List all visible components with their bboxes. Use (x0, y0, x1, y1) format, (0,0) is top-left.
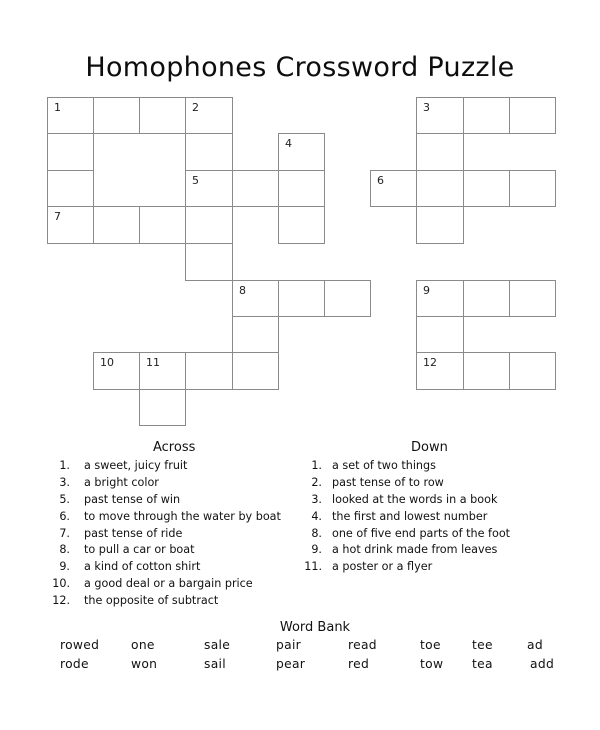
crossword-cell[interactable] (463, 97, 510, 134)
clue-number: 7. (59, 527, 70, 540)
crossword-cell[interactable] (139, 352, 186, 390)
clue-number: 4. (311, 510, 322, 523)
crossword-cell[interactable] (463, 170, 510, 207)
crossword-cell[interactable] (416, 206, 464, 244)
clue-text: looked at the words in a book (332, 493, 498, 506)
clue-text: a hot drink made from leaves (332, 543, 498, 556)
word-bank-word: red (348, 657, 370, 671)
word-bank-word: pair (276, 638, 302, 652)
crossword-cell[interactable] (370, 170, 417, 207)
crossword-cell[interactable] (232, 352, 279, 390)
cell-number: 1 (54, 101, 61, 114)
cell-number: 3 (423, 101, 430, 114)
word-bank-word: tow (420, 657, 444, 671)
crossword-cell[interactable] (185, 206, 233, 244)
cell-number: 9 (423, 284, 430, 297)
page-title: Homophones Crossword Puzzle (85, 52, 515, 83)
crossword-cell[interactable] (185, 133, 233, 171)
crossword-cell[interactable] (509, 280, 556, 317)
crossword-cell[interactable] (278, 133, 325, 171)
word-bank-word: rode (60, 657, 89, 671)
crossword-cell[interactable] (47, 170, 94, 207)
clue-text: past tense of win (84, 493, 181, 506)
word-bank-word: won (131, 657, 158, 671)
word-bank-word: ad (527, 638, 543, 652)
crossword-cell[interactable] (416, 352, 464, 390)
across-heading: Across (153, 440, 196, 455)
clue-number: 1. (59, 459, 70, 472)
crossword-cell[interactable] (47, 206, 94, 244)
clue-number: 6. (59, 510, 70, 523)
crossword-cell[interactable] (278, 206, 325, 244)
cell-number: 11 (146, 356, 160, 369)
crossword-cell[interactable] (139, 97, 186, 134)
crossword-cell[interactable] (93, 206, 140, 244)
clue-text: a set of two things (332, 459, 436, 472)
word-bank-title: Word Bank (279, 620, 351, 635)
cell-number: 4 (285, 137, 292, 150)
clue-number: 3. (311, 493, 322, 506)
clue-text: one of five end parts of the foot (332, 527, 511, 540)
cell-number: 7 (54, 210, 61, 223)
clue-text: a kind of cotton shirt (84, 560, 201, 573)
clue-number: 10. (52, 577, 70, 590)
cell-number: 2 (192, 101, 199, 114)
cell-number: 10 (100, 356, 114, 369)
word-bank-word: rowed (60, 638, 100, 652)
cell-number: 12 (423, 356, 437, 369)
word-bank-word: sail (204, 657, 226, 671)
crossword-cell[interactable] (185, 352, 233, 390)
word-bank-word: one (131, 638, 155, 652)
clue-text: a sweet, juicy fruit (84, 459, 188, 472)
down-heading: Down (411, 440, 448, 455)
crossword-cell[interactable] (232, 316, 279, 353)
word-bank-word: tee (472, 638, 493, 652)
crossword-cell[interactable] (185, 170, 233, 207)
crossword-cell[interactable] (509, 352, 556, 390)
clue-number: 12. (52, 594, 70, 607)
crossword-cell[interactable] (185, 97, 233, 134)
crossword-cell[interactable] (463, 280, 510, 317)
crossword-cell[interactable] (139, 206, 186, 244)
clue-number: 5. (59, 493, 70, 506)
clue-text: past tense of to row (332, 476, 444, 489)
crossword-cell[interactable] (93, 352, 140, 390)
crossword-cell[interactable] (232, 280, 279, 317)
clue-number: 11. (304, 560, 322, 573)
crossword-cell[interactable] (463, 352, 510, 390)
word-bank-word: tea (472, 657, 493, 671)
clue-text: to move through the water by boat (84, 510, 281, 523)
clue-number: 9. (311, 543, 322, 556)
clue-number: 2. (311, 476, 322, 489)
clue-number: 1. (311, 459, 322, 472)
crossword-cell[interactable] (509, 97, 556, 134)
crossword-cell[interactable] (416, 97, 464, 134)
crossword-cell[interactable] (139, 389, 186, 426)
word-bank-word: read (348, 638, 377, 652)
clue-text: past tense of ride (84, 527, 183, 540)
word-bank-word: add (530, 657, 555, 671)
clue-text: a poster or a flyer (332, 560, 433, 573)
crossword-cell[interactable] (93, 97, 140, 134)
clue-text: a bright color (84, 476, 159, 489)
crossword-cell[interactable] (232, 170, 279, 207)
clue-text: to pull a car or boat (84, 543, 195, 556)
crossword-cell[interactable] (416, 316, 464, 353)
clue-text: a good deal or a bargain price (84, 577, 253, 590)
clue-number: 8. (311, 527, 322, 540)
clue-number: 9. (59, 560, 70, 573)
clue-number: 3. (59, 476, 70, 489)
crossword-cell[interactable] (278, 170, 325, 207)
word-bank-word: sale (204, 638, 231, 652)
crossword-cell[interactable] (416, 133, 464, 171)
clue-number: 8. (59, 543, 70, 556)
clue-text: the opposite of subtract (84, 594, 219, 607)
word-bank-word: toe (420, 638, 441, 652)
crossword-cell[interactable] (416, 170, 464, 207)
crossword-cell[interactable] (416, 280, 464, 317)
clue-text: the first and lowest number (332, 510, 488, 523)
crossword-cell[interactable] (324, 280, 371, 317)
crossword-cell[interactable] (278, 280, 325, 317)
crossword-cell[interactable] (185, 243, 233, 281)
crossword-cell[interactable] (47, 97, 94, 134)
cell-number: 6 (377, 174, 384, 187)
cell-number: 8 (239, 284, 246, 297)
cell-number: 5 (192, 174, 199, 187)
crossword-cell[interactable] (47, 133, 94, 171)
crossword-cell[interactable] (509, 170, 556, 207)
word-bank-word: pear (276, 657, 306, 671)
